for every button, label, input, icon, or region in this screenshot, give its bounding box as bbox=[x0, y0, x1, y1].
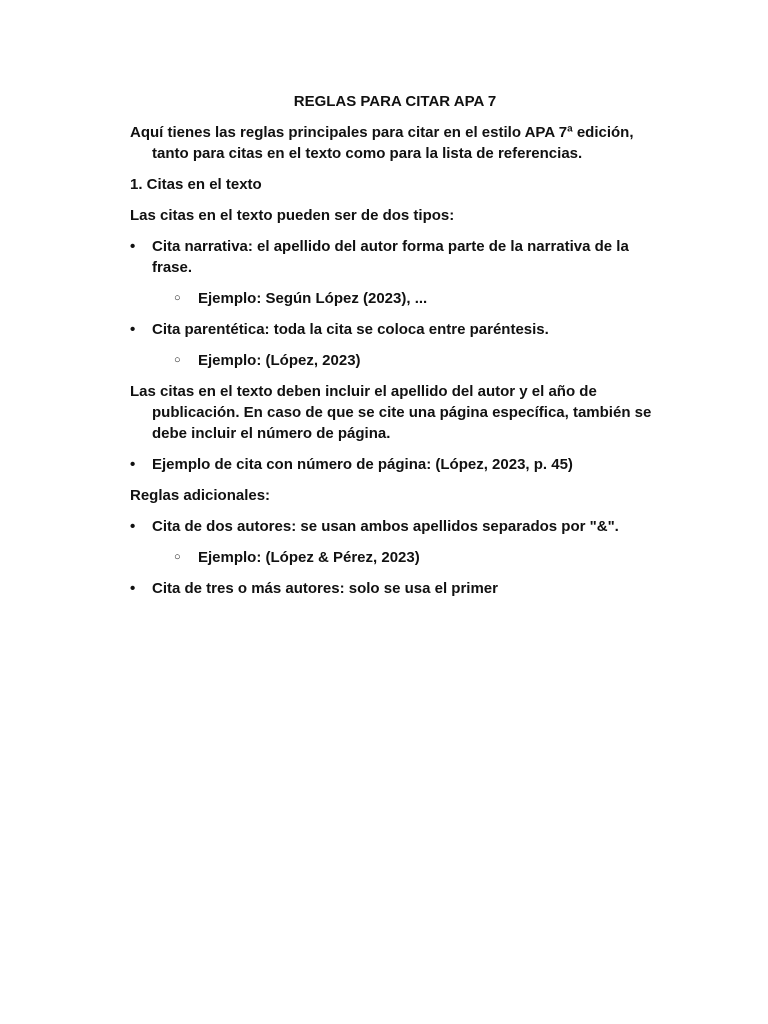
bullet-icon: • bbox=[130, 518, 136, 535]
circle-bullet-icon: ○ bbox=[174, 354, 181, 366]
intro-paragraph: Aquí tienes las reglas principales para citar en el estilo APA 7ª edición, tanto para citas en el texto como para la lista de referencias. bbox=[130, 124, 634, 162]
sub-list-item-two-authors-example bbox=[130, 547, 660, 568]
list-item-parenthetical-citation bbox=[130, 319, 660, 340]
bullet-icon: • bbox=[130, 321, 136, 338]
circle-bullet-icon: ○ bbox=[174, 551, 181, 563]
list-item-text: Ejemplo de cita con número de página: (López, 2023, p. 45) bbox=[152, 456, 573, 473]
sub-list-item-narrative-example bbox=[130, 288, 660, 309]
bullet-icon: • bbox=[130, 456, 136, 473]
citation-types-intro: Las citas en el texto pueden ser de dos tipos: bbox=[130, 207, 455, 224]
list-item-text: Cita de dos autores: se usan ambos apellidos separados por "&". bbox=[152, 518, 619, 535]
list-item-text: Cita de tres o más autores: solo se usa el primer bbox=[152, 580, 498, 597]
sub-list-item-text: Ejemplo: (López, 2023) bbox=[198, 352, 361, 369]
list-item-two-authors bbox=[130, 516, 660, 537]
list-item-page-number-example bbox=[130, 454, 660, 475]
sub-list-item-text: Ejemplo: (López & Pérez, 2023) bbox=[198, 549, 420, 566]
bullet-icon: • bbox=[130, 580, 136, 597]
document-body bbox=[130, 91, 660, 609]
section-heading-citas-en-el-texto: 1. Citas en el texto bbox=[130, 176, 262, 193]
sub-list-item-text: Ejemplo: Según López (2023), ... bbox=[198, 290, 428, 307]
list-item-three-authors bbox=[130, 578, 660, 599]
include-info-paragraph: Las citas en el texto deben incluir el apellido del autor y el año de publicación. En caso de que se cite una página específica, también se debe incluir el número de página. bbox=[130, 383, 652, 442]
list-item-text: Cita narrativa: el apellido del autor forma parte de la narrativa de la frase. bbox=[152, 238, 629, 276]
additional-rules-heading: Reglas adicionales: bbox=[130, 487, 271, 504]
circle-bullet-icon: ○ bbox=[174, 292, 181, 304]
list-item-text: Cita parentética: toda la cita se coloca entre paréntesis. bbox=[152, 321, 549, 338]
document-title: REGLAS PARA CITAR APA 7 bbox=[293, 93, 497, 110]
list-item-narrative-citation bbox=[130, 236, 660, 278]
bullet-icon: • bbox=[130, 238, 136, 255]
sub-list-item-parenthetical-example bbox=[130, 350, 660, 371]
